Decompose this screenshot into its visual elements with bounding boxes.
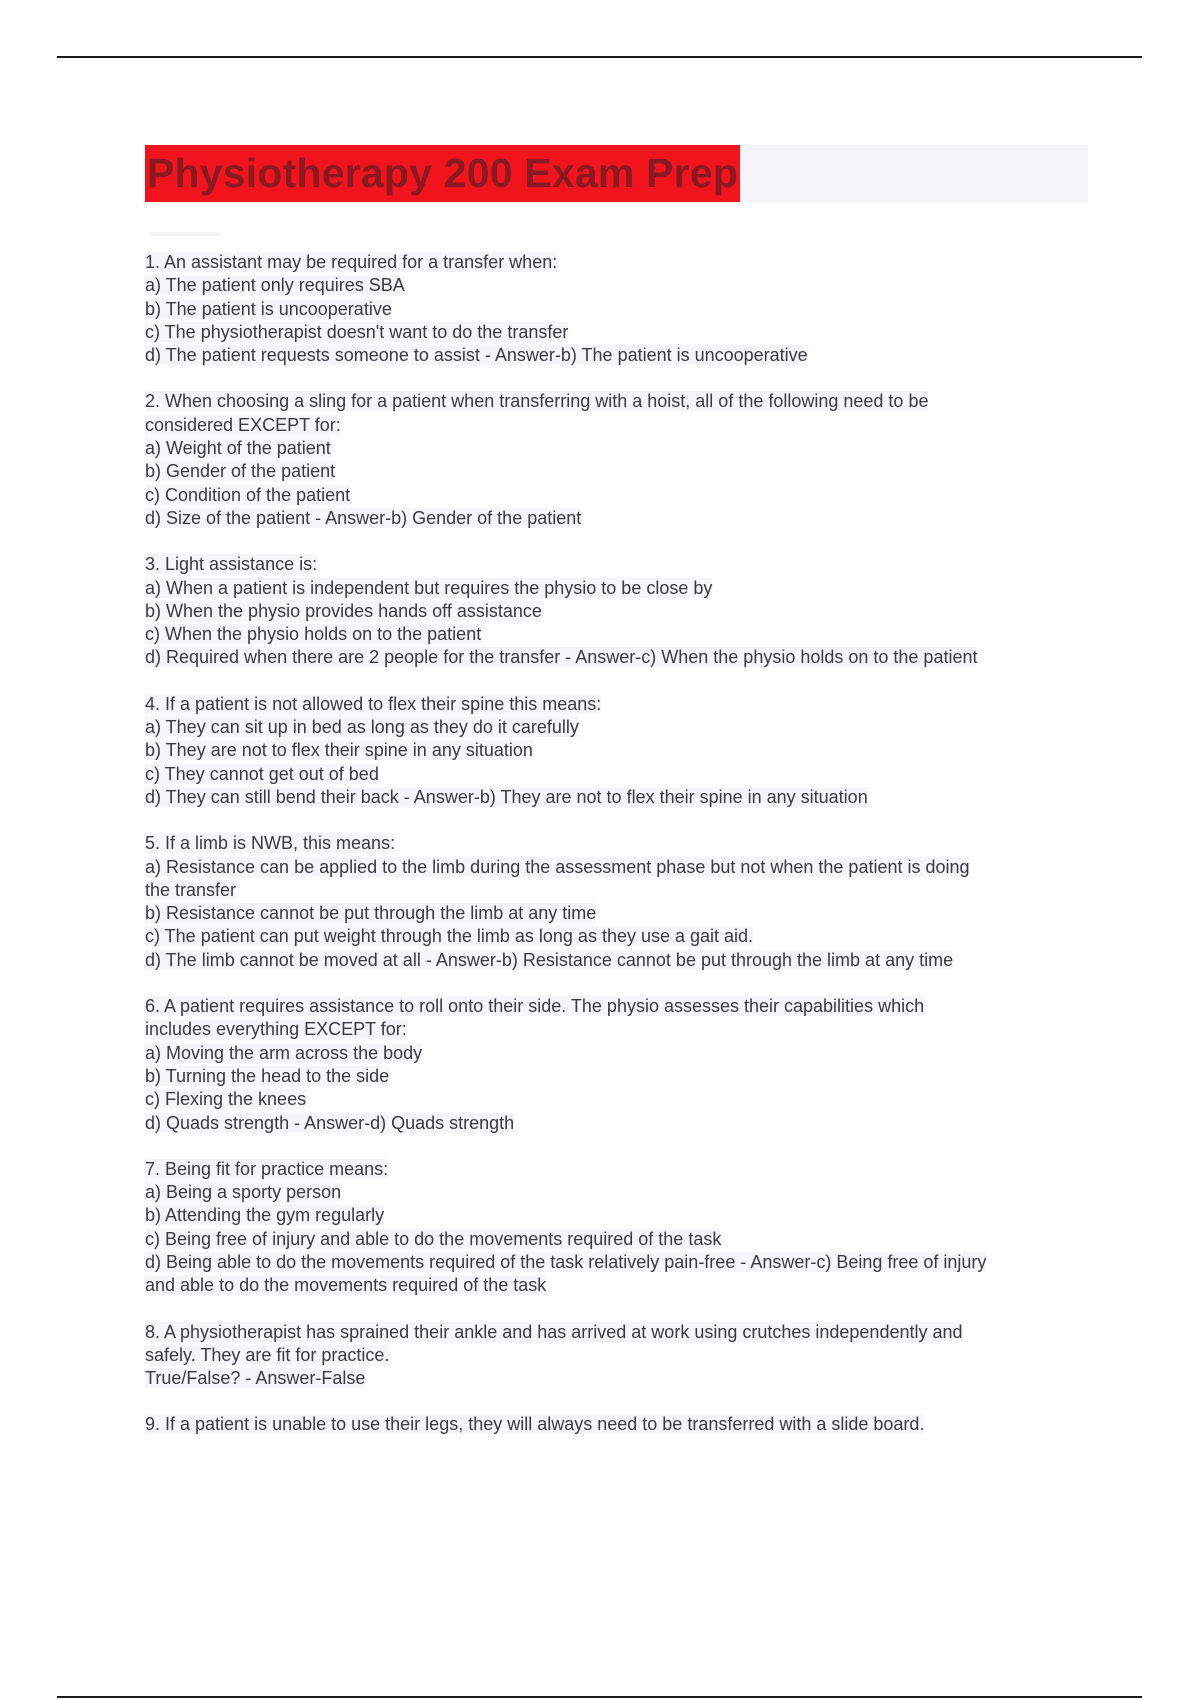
question-block-3: [145, 553, 1095, 669]
question-text: [145, 1158, 1095, 1181]
line-text: b) They are not to flex their spine in any situation: [145, 740, 533, 761]
line-text: c) The physiotherapist doesn't want to do the transfer: [145, 321, 569, 342]
line-text: the transfer: [145, 879, 237, 900]
question-line: [145, 1065, 1095, 1088]
line-text: d) Being able to do the movements required of the task relatively pain-free - Answer-c) Being free of injury: [145, 1251, 987, 1272]
line-text: 7. Being fit for practice means:: [145, 1158, 389, 1179]
line-text: 2. When choosing a sling for a patient when transferring with a hoist, all of the following need to be: [145, 391, 929, 412]
question-list: [145, 251, 1095, 1460]
line-text: b) Turning the head to the side: [145, 1065, 390, 1086]
question-block-8: [145, 1321, 1095, 1391]
line-text: b) Gender of the patient: [145, 461, 336, 482]
question-text: [145, 251, 1095, 274]
question-line: [145, 274, 1095, 297]
line-text: 9. If a patient is unable to use their legs, they will always need to be transferred with a slide board.: [145, 1414, 925, 1435]
question-block-9: [145, 1413, 1095, 1436]
line-text: a) Moving the arm across the body: [145, 1042, 423, 1063]
line-text: includes everything EXCEPT for:: [145, 1019, 407, 1040]
line-text: c) The patient can put weight through the limb as long as they use a gait aid.: [145, 926, 754, 947]
line-text: c) Condition of the patient: [145, 484, 351, 505]
question-line: [145, 507, 1095, 530]
line-text: b) When the physio provides hands off assistance: [145, 600, 542, 621]
line-text: and able to do the movements required of the task: [145, 1275, 547, 1296]
question-text: [145, 832, 1095, 855]
question-text: [145, 1321, 1095, 1344]
line-text: 1. An assistant may be required for a transfer when:: [145, 252, 558, 272]
question-text: [145, 390, 1095, 413]
line-text: 8. A physiotherapist has sprained their ankle and has arrived at work using crutches independently and: [145, 1321, 963, 1342]
line-text: 6. A patient requires assistance to roll onto their side. The physio assesses their capabilities which: [145, 996, 925, 1017]
line-text: 5. If a limb is NWB, this means:: [145, 833, 396, 854]
line-text: 3. Light assistance is:: [145, 554, 318, 575]
line-text: d) Required when there are 2 people for the transfer - Answer-c) When the physio holds on to the patient: [145, 647, 978, 668]
question-line: [145, 437, 1095, 460]
question-text: [145, 693, 1095, 716]
line-text: c) They cannot get out of bed: [145, 763, 379, 784]
question-line: [145, 1204, 1095, 1227]
question-text: [145, 1413, 1095, 1436]
question-block-7: [145, 1158, 1095, 1298]
question-line: [145, 786, 1095, 809]
line-text: a) When a patient is independent but requires the physio to be close by: [145, 577, 713, 598]
question-line: [145, 344, 1095, 367]
question-block-4: [145, 693, 1095, 809]
question-text: [145, 995, 1095, 1018]
question-line: [145, 600, 1095, 623]
line-text: considered EXCEPT for:: [145, 414, 341, 435]
bottom-rule: [57, 1696, 1142, 1698]
question-line: [145, 902, 1095, 925]
question-line: [145, 925, 1095, 948]
question-line: [145, 460, 1095, 483]
line-text: a) Being a sporty person: [145, 1182, 342, 1203]
question-line: [145, 716, 1095, 739]
line-text: d) They can still bend their back - Answer-b) They are not to flex their spine in any situation: [145, 786, 868, 807]
line-text: a) The patient only requires SBA: [145, 275, 405, 296]
faint-mark: [150, 232, 220, 236]
line-text: safely. They are fit for practice.: [145, 1344, 390, 1365]
question-line: [145, 1018, 1095, 1041]
question-block-2: [145, 390, 1095, 530]
question-line: [145, 577, 1095, 600]
question-line: [145, 739, 1095, 762]
line-text: b) The patient is uncooperative: [145, 298, 392, 319]
line-text: True/False? - Answer-False: [145, 1368, 366, 1389]
question-line: [145, 763, 1095, 786]
line-text: a) Resistance can be applied to the limb during the assessment phase but not when the patient is doing: [145, 856, 970, 877]
question-line: [145, 879, 1095, 902]
line-text: c) Flexing the knees: [145, 1089, 307, 1110]
question-line: [145, 298, 1095, 321]
question-line: [145, 1251, 1095, 1274]
question-line: [145, 856, 1095, 879]
line-text: c) Being free of injury and able to do the movements required of the task: [145, 1228, 722, 1249]
line-text: b) Resistance cannot be put through the limb at any time: [145, 903, 597, 924]
question-line: [145, 1088, 1095, 1111]
line-text: a) Weight of the patient: [145, 438, 331, 459]
question-line: [145, 1181, 1095, 1204]
question-line: [145, 623, 1095, 646]
line-text: d) Size of the patient - Answer-b) Gender of the patient: [145, 507, 582, 528]
line-text: d) The patient requests someone to assist - Answer-b) The patient is uncooperative: [145, 345, 808, 366]
question-line: [145, 1344, 1095, 1367]
line-text: c) When the physio holds on to the patient: [145, 624, 482, 645]
question-block-1: [145, 251, 1095, 367]
question-line: [145, 1112, 1095, 1135]
question-line: [145, 646, 1095, 669]
question-block-5: [145, 832, 1095, 972]
question-text: [145, 553, 1095, 576]
question-line: [145, 1228, 1095, 1251]
question-line: [145, 1042, 1095, 1065]
question-line: [145, 1367, 1095, 1390]
line-text: d) Quads strength - Answer-d) Quads strength: [145, 1112, 515, 1133]
question-line: [145, 414, 1095, 437]
question-line: [145, 949, 1095, 972]
question-line: [145, 484, 1095, 507]
top-rule: [57, 56, 1142, 58]
question-block-6: [145, 995, 1095, 1135]
line-text: a) They can sit up in bed as long as they do it carefully: [145, 717, 579, 738]
question-line: [145, 321, 1095, 344]
question-line: [145, 1274, 1095, 1297]
page-title: Physiotherapy 200 Exam Prep: [145, 145, 740, 202]
line-text: 4. If a patient is not allowed to flex their spine this means:: [145, 693, 602, 714]
line-text: b) Attending the gym regularly: [145, 1205, 385, 1226]
line-text: d) The limb cannot be moved at all - Answer-b) Resistance cannot be put through the limb at any time: [145, 949, 954, 970]
